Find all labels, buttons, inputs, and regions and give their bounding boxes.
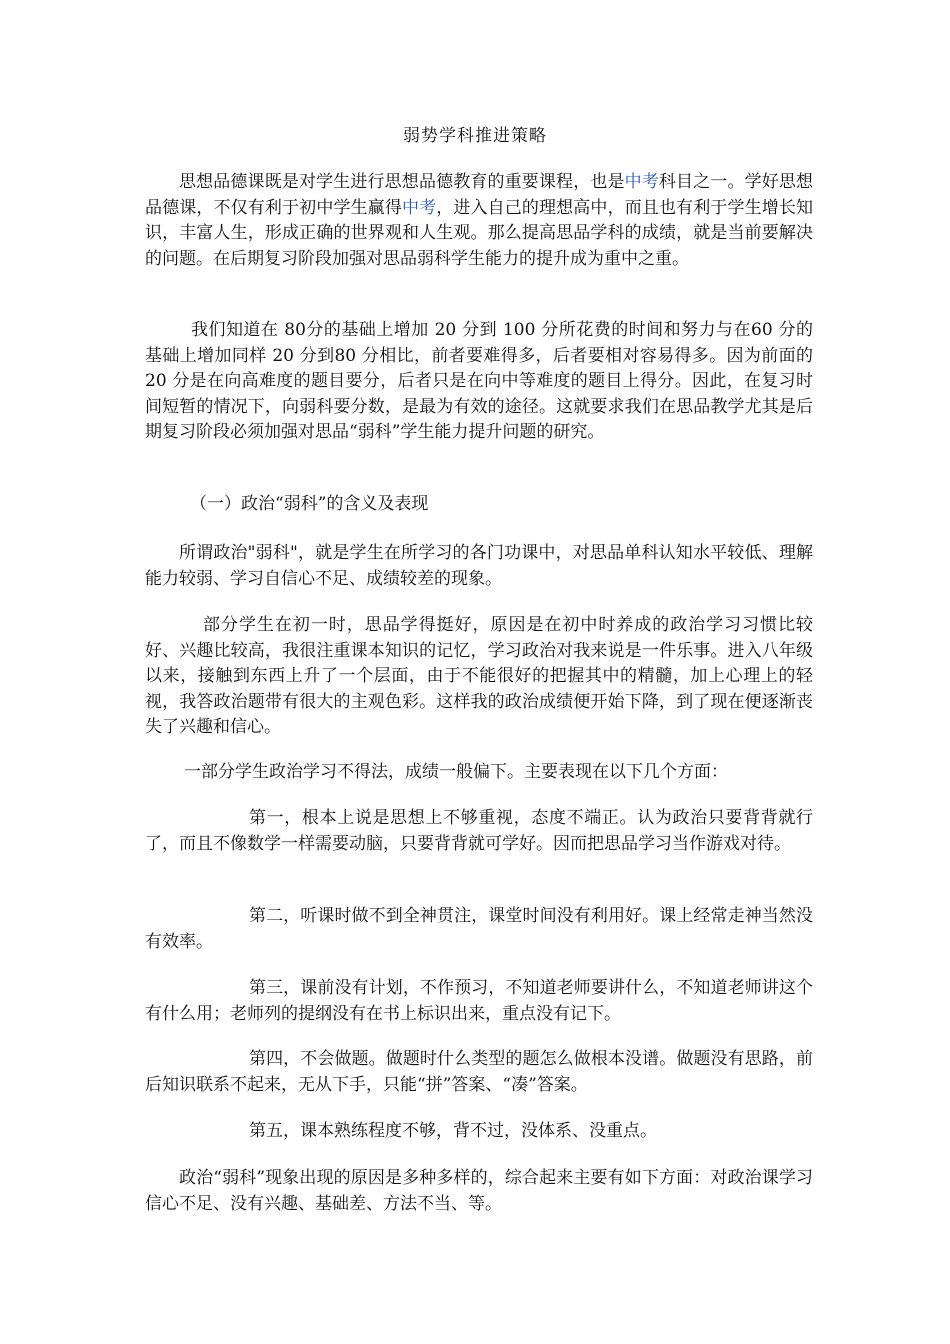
paragraph-causes: 政治“弱科”现象出现的原因是多种多样的，综合起来主要有如下方面：对政治课学习信心不足、没有兴趣、基础差、方法不当、等。 (145, 1168, 813, 1214)
zhongkao-link-1[interactable]: 中考 (624, 172, 659, 192)
list-item-fifth: 第五，课本熟练程度不够，背不过，没体系、没重点。 (249, 1121, 657, 1141)
list-item-third: 第三，课前没有计划，不作预习，不知道老师要讲什么，不知道老师讲这个有什么用；老师列的提纲没有在书上标识出来，重点没有记下。 (145, 978, 813, 1024)
zhongkao-link-2[interactable]: 中考 (401, 197, 437, 218)
paragraph-intro (145, 170, 813, 272)
paragraph-student-example: 部分学生在初一时，思品学得挺好，原因是在初中时养成的政治学习习惯比较好、兴趣比较高，我很注重课本知识的记忆，学习政治对我来说是一件乐事。进入八年级以来，接触到东西上升了一个层面，由于不能很好的把握其中的精髓，加上心理上的轻视，我答政治题带有很大的主观色彩。这样我的政治成绩便开始下降，到了现在便逐渐丧失了兴趣和信心。 (145, 615, 813, 737)
paragraph-score-analysis: 我们知道在 80分的基础上增加 20 分到 100 分所花费的时间和努力与在60 分的基础上增加同样 20 分到80 分相比，前者要难得多，后者要相对容易得多。因为前面的 20 分是在向高难度的题目要分，后者只是在向中等难度的题目上得分。因此，在复习时间短暂的情况下，向弱科要分数，是最为有效的途径。这就要求我们在思品教学尤其是后期复习阶段必须加强对思品“弱科”学生能力提升问题的研究。 (145, 320, 813, 442)
paragraph-definition: 所谓政治"弱科"，就是学生在所学习的各门功课中，对思品单科认知水平较低、理解能力较弱、学习自信心不足、成绩较差的现象。 (145, 543, 813, 589)
intro-text-a: 思想品德课既是对学生进行思想品德教育的重要课程，也是 (179, 172, 625, 192)
page-title: 弱势学科推进策略 (403, 126, 547, 146)
list-item-first: 第一，根本上说是思想上不够重视，态度不端正。认为政治只要背背就行了，而且不像数学一样需要动脑，只要背背就可学好。因而把思品学习当作游戏对待。 (145, 808, 813, 854)
list-item-fourth: 第四，不会做题。做题时什么类型的题怎么做根本没谱。做题没有思路，前后知识联系不起来，无从下手，只能“拼”答案、“凑”答案。 (145, 1049, 813, 1095)
list-item-second: 第二，听课时做不到全神贯注，课堂时间没有利用好。课上经常走神当然没有效率。 (145, 906, 813, 952)
intro-text-b: 科目之一。学好思想品德课，不仅有利于初中学生赢得 (145, 172, 814, 218)
paragraph-manifestations-intro: 一部分学生政治学习不得法，成绩一般偏下。主要表现在以下几个方面： (184, 762, 728, 782)
section-heading-1: （一）政治“弱科”的含义及表现 (190, 494, 429, 514)
intro-text-c: ，进入自己的理想高中，而且也有利于学生增长知识，丰富人生，形成正确的世界观和人生观。那么提高思品学科的成绩，就是当前要解决的问题。在后期复习阶段加强对思品弱科学生能力的提升成为重中之重。 (145, 197, 814, 269)
